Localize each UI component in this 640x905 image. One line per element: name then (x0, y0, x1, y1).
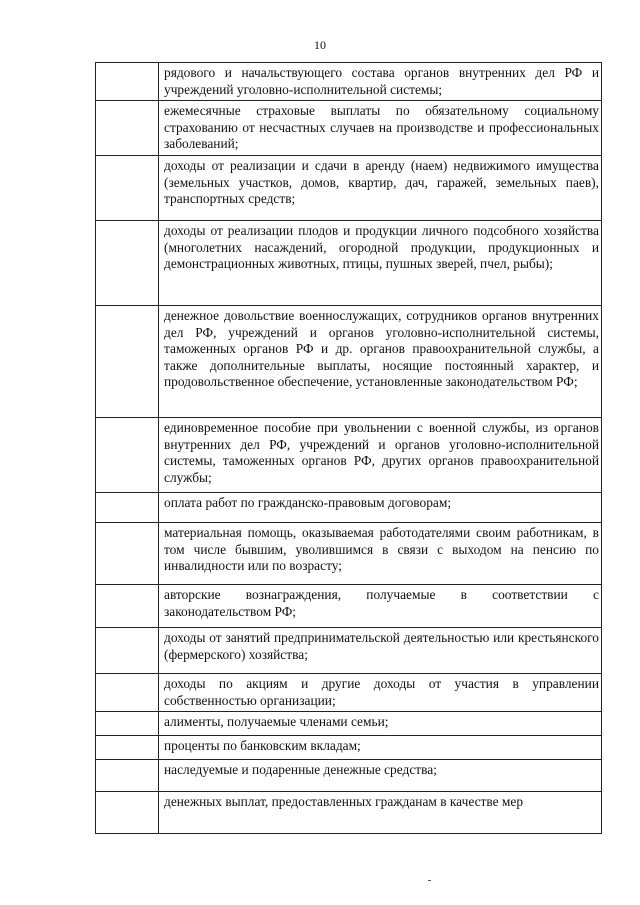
table-row (96, 63, 602, 101)
income-description-cell: рядового и начальствующего состава органов внутренних дел РФ и учреждений уголовно-исполнительной системы; (159, 63, 602, 101)
income-description-cell: единовременное пособие при увольнении с военной службы, из органов внутренних дел РФ, учреждений и органов уголовно-исполнительной системы, таможенных органов РФ, других органов правоохранительной службы; (159, 418, 602, 493)
row-number-cell (96, 156, 159, 221)
row-number-cell (96, 674, 159, 712)
table-row (96, 493, 602, 523)
income-types-table (95, 62, 602, 834)
row-number-cell (96, 628, 159, 674)
table-row (96, 792, 602, 834)
income-description-cell: доходы по акциям и другие доходы от участия в управлении собственностью организации; (159, 674, 602, 712)
table-row (96, 221, 602, 306)
income-description-cell: авторские вознаграждения, получаемые в соответствии с законодательством РФ; (159, 585, 602, 628)
scan-artifact (428, 880, 431, 881)
income-description-cell: доходы от занятий предпринимательской деятельностью или крестьянского (фермерского) хозяйства; (159, 628, 602, 674)
table-row (96, 760, 602, 792)
income-description-cell: проценты по банковским вкладам; (159, 736, 602, 760)
income-description-cell: наследуемые и подаренные денежные средства; (159, 760, 602, 792)
row-number-cell (96, 760, 159, 792)
row-number-cell (96, 306, 159, 418)
income-description-cell: материальная помощь, оказываемая работодателями своим работникам, в том числе бывшим, уволившимся в связи с выходом на пенсию по инвалидности или по возрасту; (159, 523, 602, 585)
row-number-cell (96, 221, 159, 306)
row-number-cell (96, 585, 159, 628)
row-number-cell (96, 63, 159, 101)
table-row (96, 523, 602, 585)
table-row (96, 628, 602, 674)
table-row (96, 101, 602, 156)
income-description-cell: денежных выплат, предоставленных гражданам в качестве мер (159, 792, 602, 834)
table-row (96, 736, 602, 760)
income-description-cell: оплата работ по гражданско-правовым договорам; (159, 493, 602, 523)
table-row (96, 418, 602, 493)
table-row (96, 712, 602, 736)
income-description-cell: доходы от реализации и сдачи в аренду (наем) недвижимого имущества (земельных участков, домов, квартир, дач, гаражей, земельных паев), транспортных средств; (159, 156, 602, 221)
page-number: 10 (314, 38, 326, 52)
table-row (96, 156, 602, 221)
row-number-cell (96, 493, 159, 523)
income-description-cell: доходы от реализации плодов и продукции личного подсобного хозяйства (многолетних насаждений, огородной продукции, продукционных и демонстрационных животных, птицы, пушных зверей, пчел, рыбы); (159, 221, 602, 306)
row-number-cell (96, 418, 159, 493)
row-number-cell (96, 523, 159, 585)
table-row (96, 674, 602, 712)
income-description-cell: алименты, получаемые членами семьи; (159, 712, 602, 736)
row-number-cell (96, 792, 159, 834)
row-number-cell (96, 101, 159, 156)
income-description-cell: ежемесячные страховые выплаты по обязательному социальному страхованию от несчастных случаев на производстве и профессиональных заболеваний; (159, 101, 602, 156)
table-row (96, 585, 602, 628)
table-row (96, 306, 602, 418)
row-number-cell (96, 736, 159, 760)
row-number-cell (96, 712, 159, 736)
income-description-cell: денежное довольствие военнослужащих, сотрудников органов внутренних дел РФ, учреждений и органов уголовно-исполнительной системы, таможенных органов РФ и др. органов правоохранительной службы, а также дополнительные выплаты, носящие постоянный характер, и продовольственное обеспечение, установленные законодательством РФ; (159, 306, 602, 418)
